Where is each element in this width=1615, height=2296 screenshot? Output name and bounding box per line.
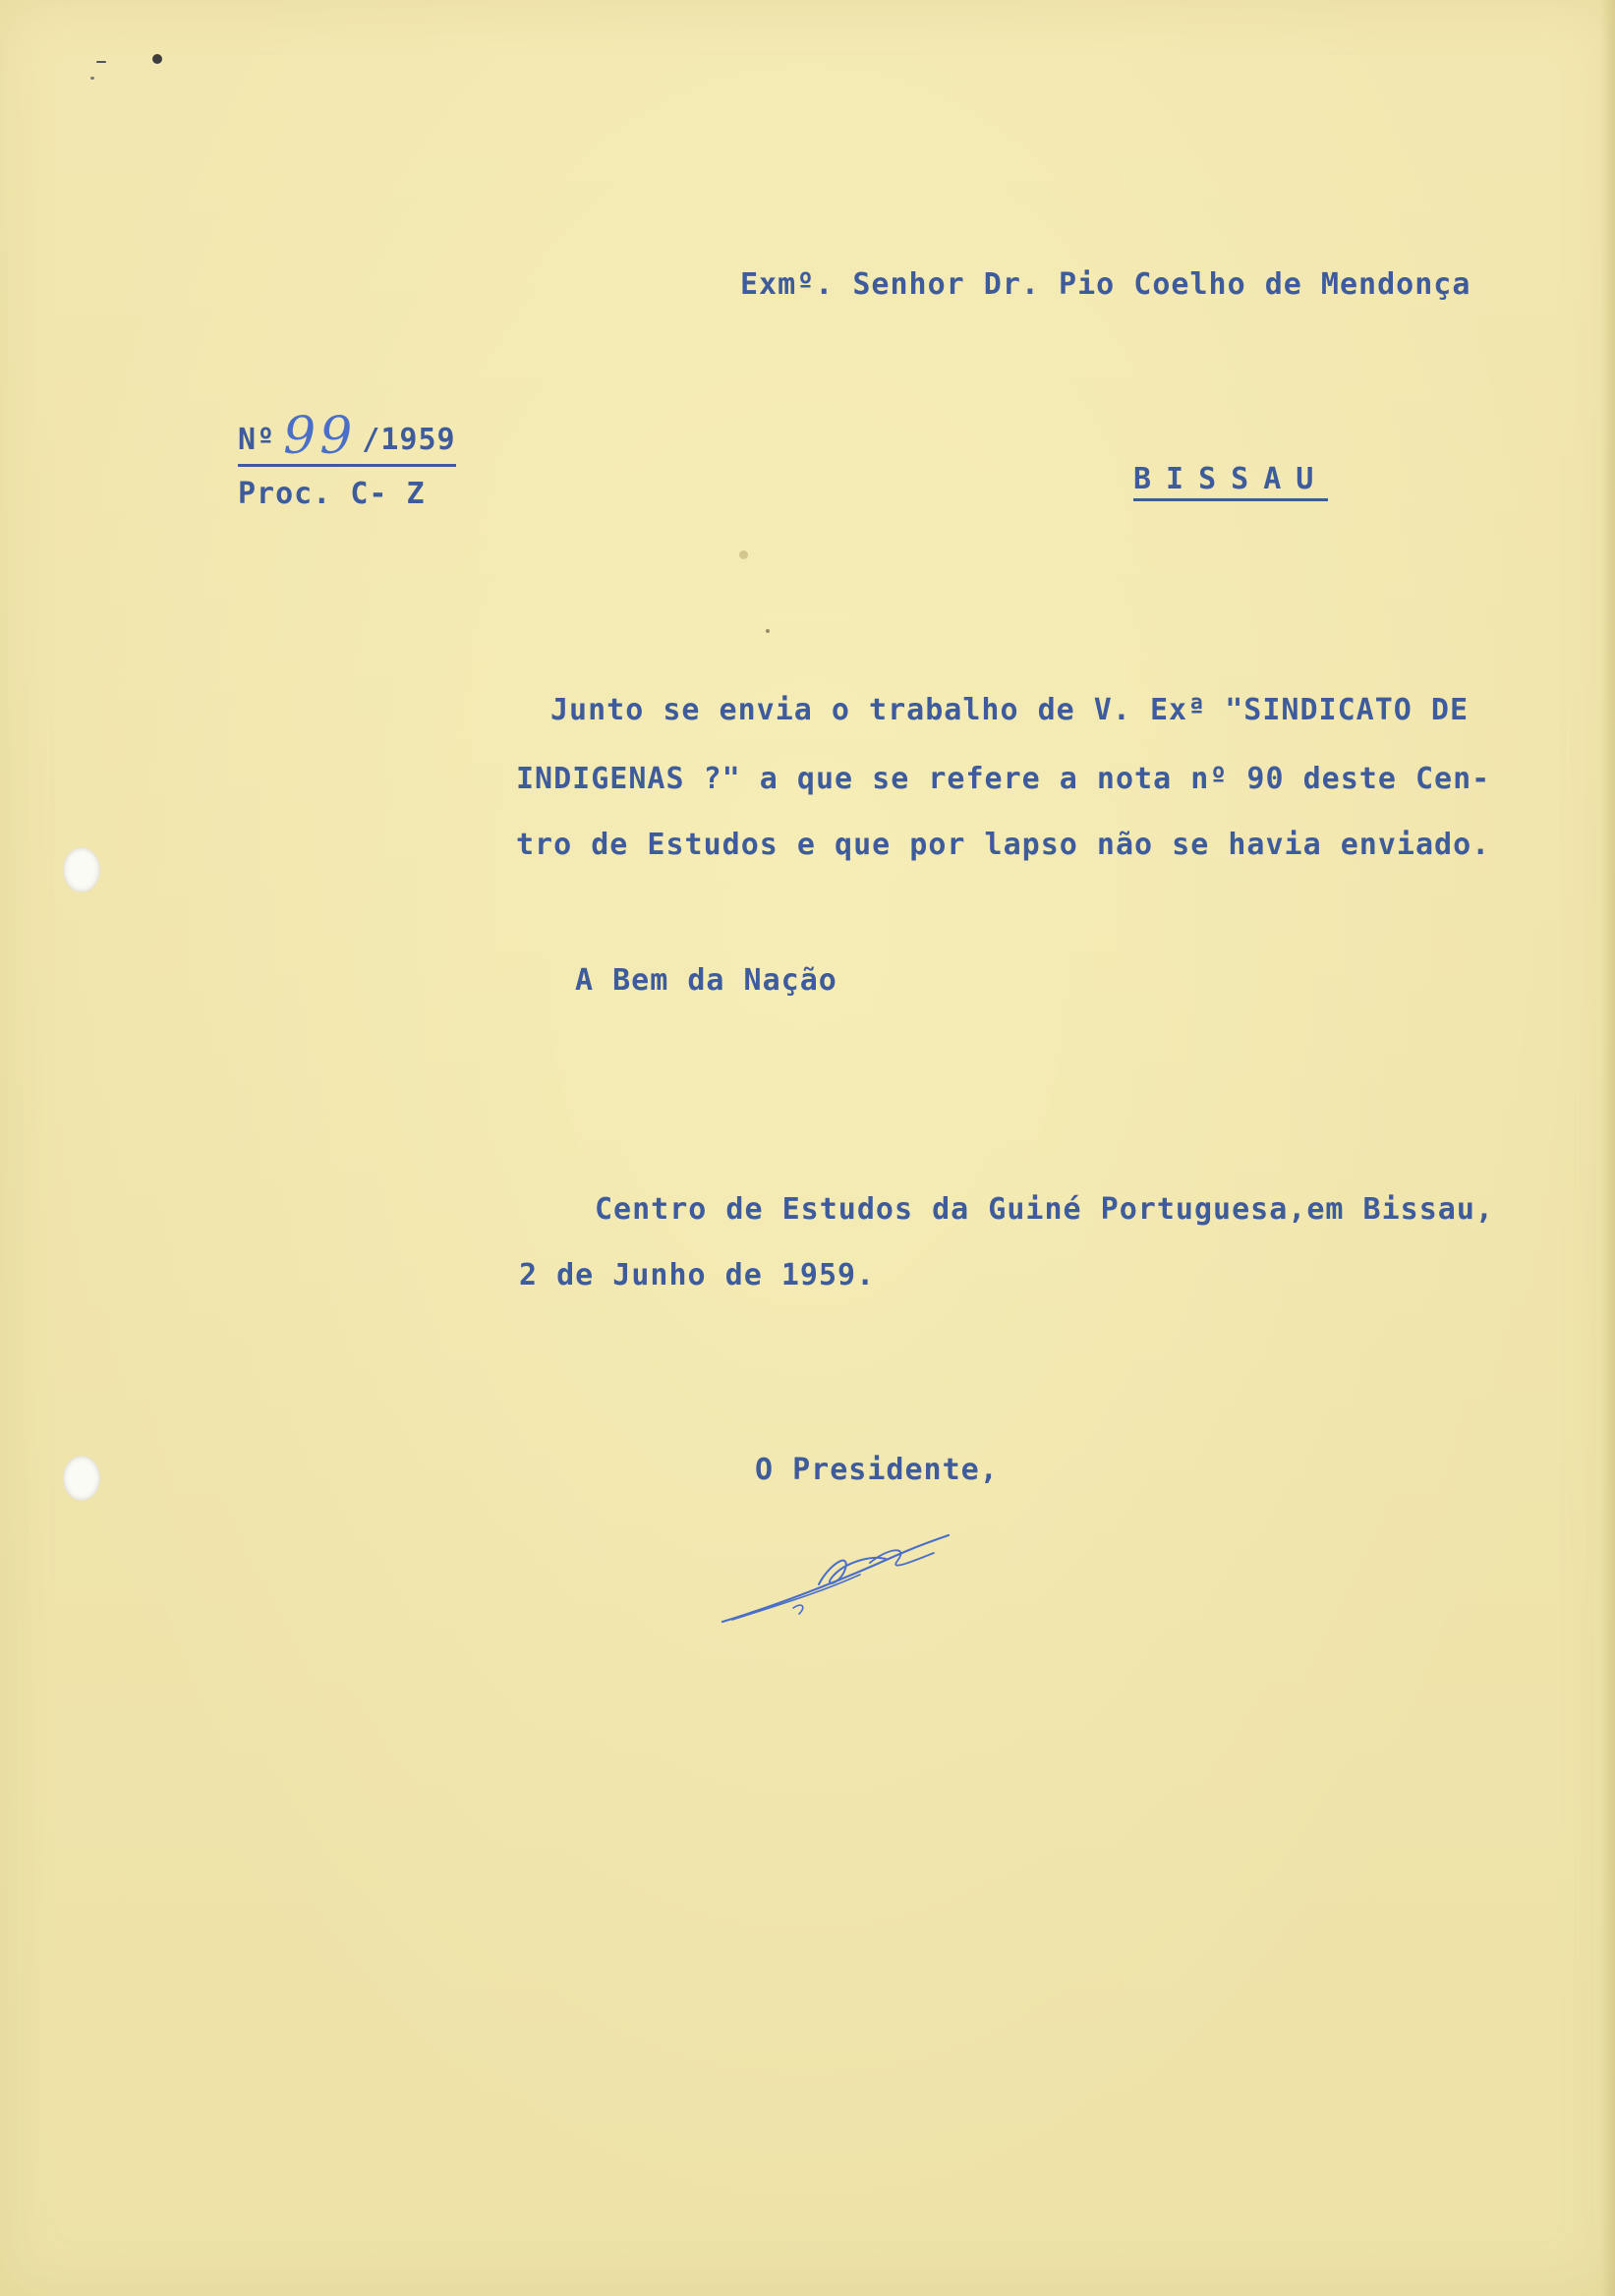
body-line: tro de Estudos e que por lapso não se havia enviado. [516,828,1491,862]
paper-stain [739,550,748,559]
signer-title: O Presidente, [755,1453,999,1487]
handwritten-number: 99 [283,407,357,466]
body-line: Junto se envia o trabalho de V. Exª "SINDICATO DE [550,693,1470,727]
reference-number [238,403,456,467]
reference-year: /1959 [362,423,456,457]
ink-dash [96,61,106,63]
punch-hole [63,1456,100,1501]
reference-number-label: Nº [238,423,276,457]
city-heading: BISSAU [1133,462,1328,501]
ink-dot [152,54,162,64]
body-line: INDIGENAS ?" a que se refere a nota nº 90 deste Cen- [516,762,1491,796]
closing-salutation: A Bem da Nação [575,963,837,998]
date-line: 2 de Junho de 1959. [519,1258,876,1292]
paper-speck [766,629,770,633]
ink-speck [90,77,94,80]
place-line: Centro de Estudos da Guiné Portuguesa,em Bissau, [595,1192,1494,1227]
paper-edge [1601,0,1615,2296]
punch-hole [63,847,100,892]
process-reference: Proc. C- Z [238,477,426,511]
addressee-line: Exmº. Senhor Dr. Pio Coelho de Mendonça [740,267,1471,302]
handwritten-signature [713,1523,958,1632]
